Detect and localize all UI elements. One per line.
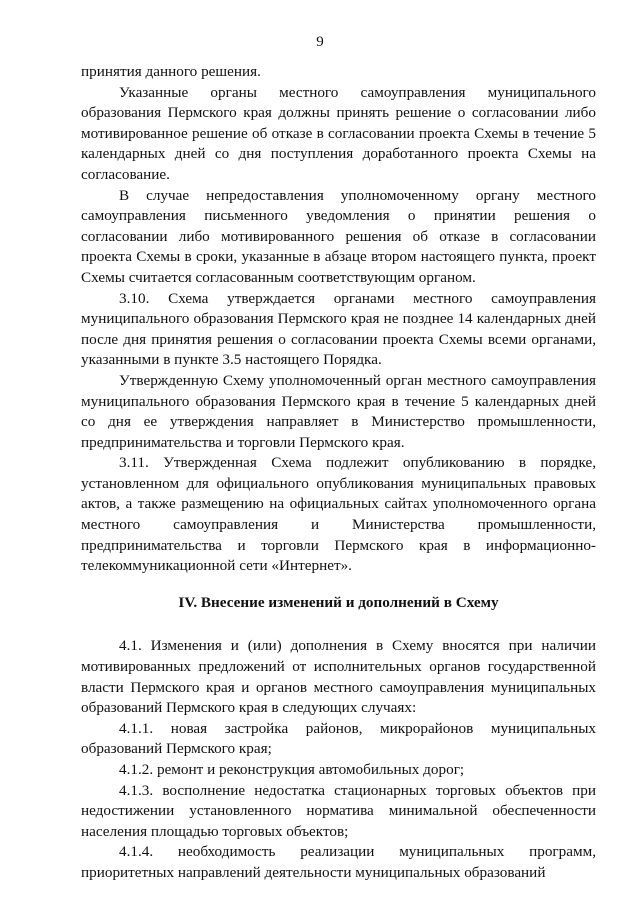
paragraph-4-1-2: 4.1.2. ремонт и реконструкция автомобильных дорог; xyxy=(119,761,465,778)
document-body xyxy=(81,62,596,884)
paragraph-3-10: 3.10. Схема утверждается органами местного самоуправления муниципального образования Пермского края не позднее 14 календарных дней после дня принятия решения о согласовании проекта Схемы всеми органами, указанными в пункте 3.5 настоящего Порядка. xyxy=(81,289,596,369)
paragraph-4-1: 4.1. Изменения и (или) дополнения в Схему вносятся при наличии мотивированных предложений от исполнительных органов государственной власти Пермского края и органов местного самоуправления муниципальных образований Пермского края в следующих случаях: xyxy=(81,637,596,717)
section-heading: IV. Внесение изменений и дополнений в Схему xyxy=(178,593,499,611)
paragraph-4-1-1: 4.1.1. новая застройка районов, микрорайонов муниципальных образований Пермского края; xyxy=(81,719,596,758)
paragraph-approval-deadline: Указанные органы местного самоуправления муниципального образования Пермского края должны принять решение о согласовании либо мотивированное решение об отказе в согласовании проекта Схемы в течение 5 календарных дней со дня поступления доработанного проекта Схемы на согласование. xyxy=(81,83,596,183)
paragraph-4-1-3: 4.1.3. восполнение недостатка стационарных торговых объектов при недостижении установленного норматива минимальной обеспеченности населения площадью торговых объектов; xyxy=(81,781,596,840)
paragraph-ministry-notice: Утвержденную Схему уполномоченный орган местного самоуправления муниципального образования Пермского края в течение 5 календарных дней со дня ее утверждения направляет в Министерство промышленности, предпринимательства и торговли Пермского края. xyxy=(81,371,596,451)
paragraph-4-1-4: 4.1.4. необходимость реализации муниципальных программ, приоритетных направлений деятельности муниципальных образований xyxy=(81,843,596,881)
paragraph-implied-approval: В случае непредоставления уполномоченному органу местного самоуправления письменного уведомления о принятии решения о согласовании либо мотивированного решения об отказе в согласовании проекта Схемы в сроки, указанные в абзаце втором настоящего пункта, проект Схемы считается согласованным соответствующим органом. xyxy=(81,186,596,286)
paragraph-3-11: 3.11. Утвержденная Схема подлежит опубликованию в порядке, установленном для официального опубликования муниципальных правовых актов, а также размещению на официальных сайтах уполномоченного органа местного самоуправления и Министерства промышленности, предпринимательства и торговли Пермского края в информационно-телекоммуникационной сети «Интернет». xyxy=(81,454,596,575)
paragraph-continuation: принятия данного решения. xyxy=(81,63,261,80)
page-number: 9 xyxy=(316,34,324,50)
